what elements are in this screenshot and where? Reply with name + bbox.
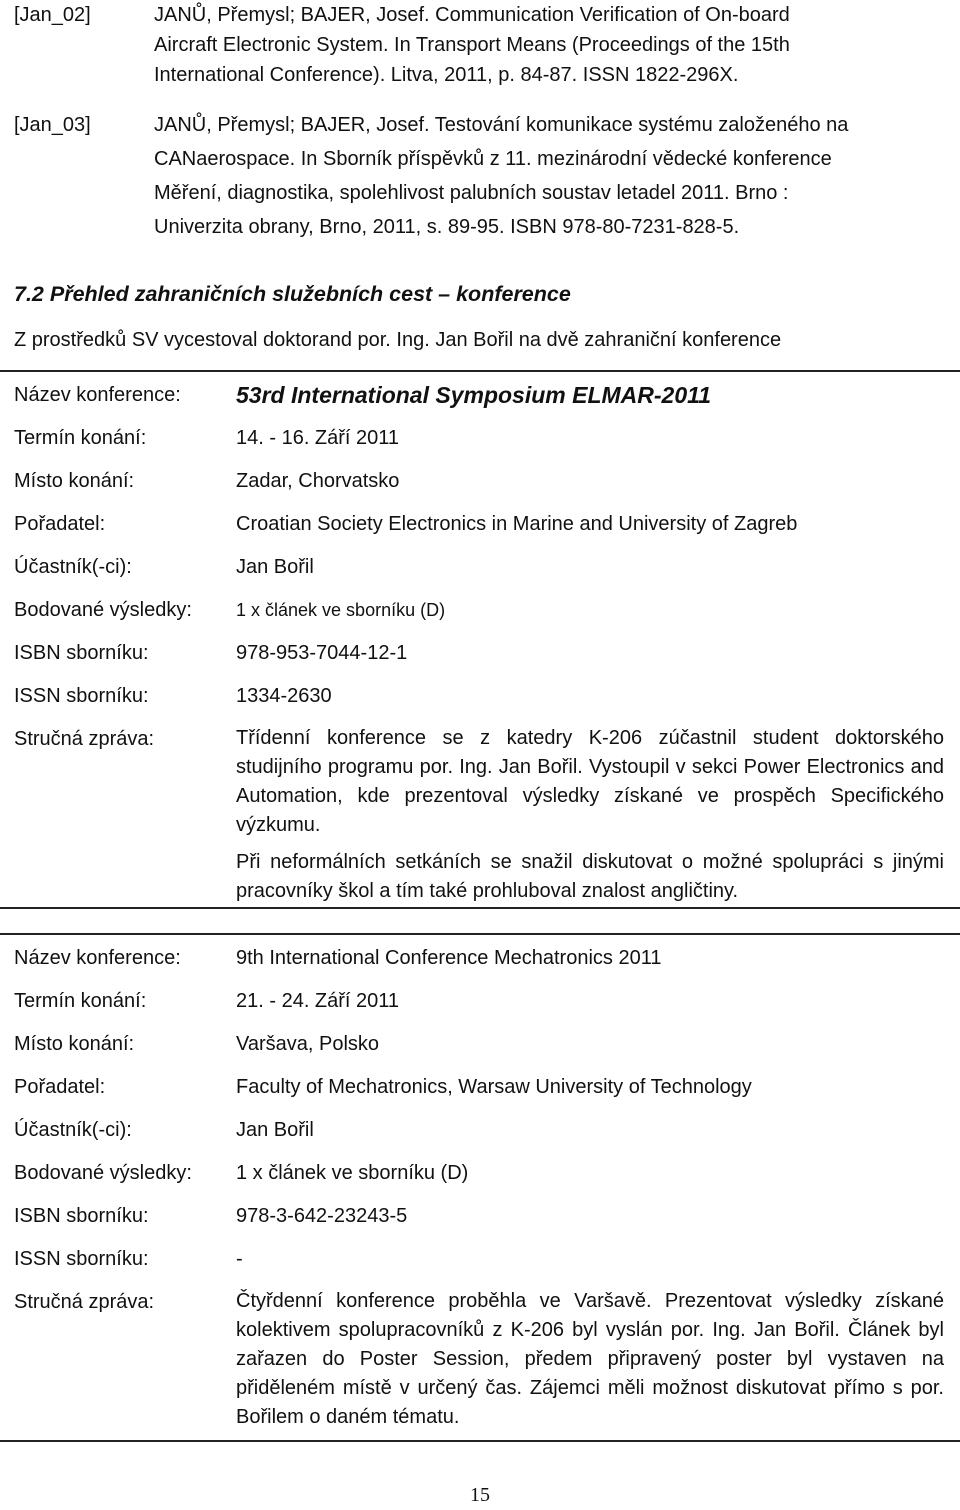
conference-issn: - [236,1248,243,1270]
section-title: 7.2 Přehled zahraničních služebních cest – konference [14,282,571,306]
report-paragraph: Při neformálních setkáních se snažil diskutovat o možné spolupráci s jinými pracovníky škol a tím také prohluboval znalost angličtiny. [236,851,944,902]
label: Termín konání: [14,990,147,1012]
reference-key: [Jan_02] [14,4,91,26]
conference-name: 53rd International Symposium ELMAR-2011 [236,382,712,408]
conference-place: Varšava, Polsko [236,1033,380,1055]
reference-key: [Jan_03] [14,114,91,136]
label: Název konference: [14,947,181,969]
reference-line: CANaerospace. In Sborník příspěvků z 11. mezinárodní vědecké konference [154,148,832,170]
label: Stručná zpráva: [14,728,155,750]
conference-block [0,933,960,1442]
page-number: 15 [470,1484,490,1506]
conference-report [236,724,944,906]
conference-participant: Jan Bořil [236,1119,314,1141]
label: ISSN sborníku: [14,1248,149,1270]
conference-score: 1 x článek ve sborníku (D) [236,600,446,620]
label: ISBN sborníku: [14,1205,149,1227]
label: Bodované výsledky: [14,599,192,621]
reference-line: Univerzita obrany, Brno, 2011, s. 89-95. ISBN 978-80-7231-828-5. [154,216,740,238]
report-paragraph: Čtyřdenní konference proběhla ve Varšavě. Prezentovat výsledky získané kolektivem spolupracovníků z K-206 byl vyslán por. Ing. Jan Bořil. Článek byl zařazen do Poster Session, předem připravený poster byl vystaven na přiděleném místě v určený čas. Zájemci měli možnost diskutovat přímo s por. Bořilem o daném tématu. [236,1290,944,1428]
reference-line: International Conference). Litva, 2011, p. 84-87. ISSN 1822-296X. [154,64,739,86]
conference-isbn: 978-953-7044-12-1 [236,642,408,664]
reference-line: JANŮ, Přemysl; BAJER, Josef. Communication Verification of On-board [154,4,790,26]
conference-score: 1 x článek ve sborníku (D) [236,1162,469,1184]
reference-line: Aircraft Electronic System. In Transport Means (Proceedings of the 15th [154,34,790,56]
conference-date: 14. - 16. Září 2011 [236,427,400,449]
conference-participant: Jan Bořil [236,556,314,578]
label: Pořadatel: [14,1076,106,1098]
label: Stručná zpráva: [14,1291,155,1313]
label: Účastník(-ci): [14,556,132,578]
reference-line: JANŮ, Přemysl; BAJER, Josef. Testování komunikace systému založeného na [154,114,849,136]
label: ISBN sborníku: [14,642,149,664]
report-paragraph: Třídenní konference se z katedry K-206 zúčastnil student doktorského studijního programu por. Ing. Jan Bořil. Vystoupil v sekci Power Electronics and Automation, kde prezentoval výsledky získané ve prospěch Specifického výzkumu. [236,727,944,836]
label: Účastník(-ci): [14,1119,132,1141]
conference-name: 9th International Conference Mechatronics 2011 [236,947,662,969]
conference-organizer: Croatian Society Electronics in Marine and University of Zagreb [236,513,798,535]
reference-line: Měření, diagnostika, spolehlivost palubních soustav letadel 2011. Brno : [154,182,789,204]
label: Místo konání: [14,470,135,492]
label: Termín konání: [14,427,147,449]
conference-place: Zadar, Chorvatsko [236,470,400,492]
label: ISSN sborníku: [14,685,149,707]
conference-report [236,1287,944,1432]
label: Místo konání: [14,1033,135,1055]
label: Bodované výsledky: [14,1162,192,1184]
conference-isbn: 978-3-642-23243-5 [236,1205,408,1227]
conference-date: 21. - 24. Září 2011 [236,990,400,1012]
intro-text: Z prostředků SV vycestoval doktorand por. Ing. Jan Bořil na dvě zahraniční konference [14,329,782,351]
label: Pořadatel: [14,513,106,535]
label: Název konference: [14,384,181,406]
conference-block [0,370,960,909]
conference-issn: 1334-2630 [236,685,332,707]
conference-organizer: Faculty of Mechatronics, Warsaw University of Technology [236,1076,752,1098]
